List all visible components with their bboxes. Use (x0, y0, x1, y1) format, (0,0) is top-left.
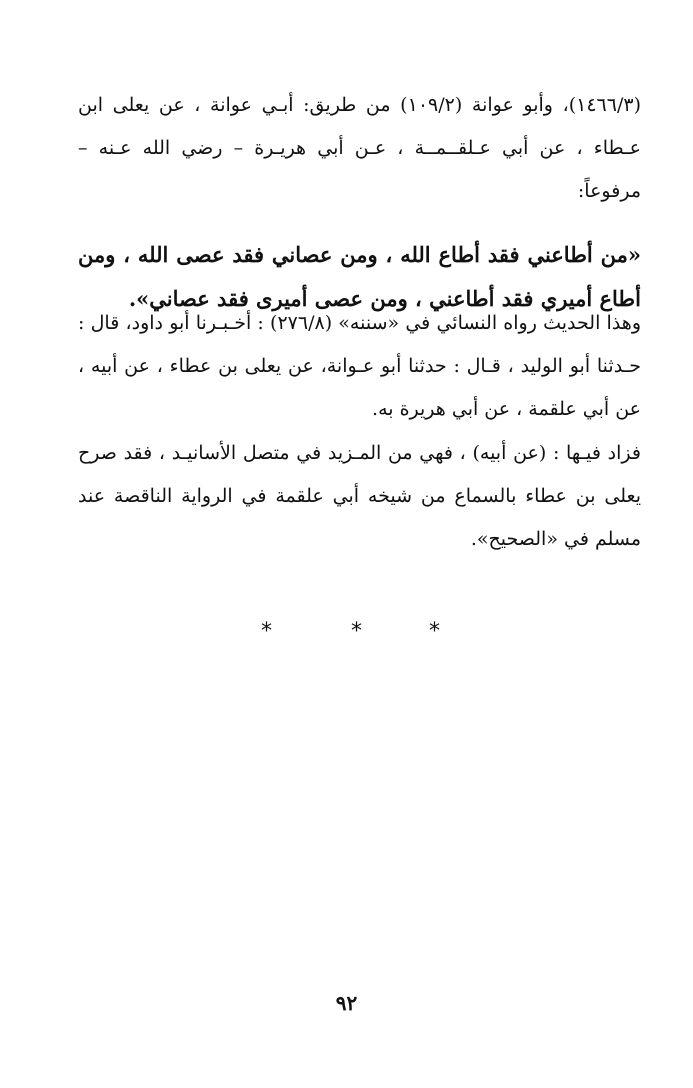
separator-star: * (429, 619, 440, 644)
page-number: ٩٢ (335, 991, 358, 1015)
separator-star: * (261, 619, 272, 644)
section-separator (0, 617, 693, 647)
separator-star: * (351, 619, 362, 644)
paragraph-nasai-narration: وهذا الحديث رواه النسائي في «سننه» (٢٧٦/٨) : أخـبـرنا أبو داود، قال : حـدثنا أبو الوليد ، قـال : حدثنا أبو عـوانة، عن يعلى بن عطاء ، عن أبيه ، عن أبي علقمة ، عن أبي هريرة به. (78, 312, 641, 420)
hadith-quote: «من أطاعني فقد أطاع الله ، ومن عصاني فقد عصى الله ، ومن أطاع أميري فقد أطاعني ، ومن عصى أميرى فقد عصاني». (78, 242, 641, 311)
paragraph-hadith-chain: (١٤٦٦/٣)، وأبو عوانة (١٠٩/٢) من طريق: أبـي عوانة ، عن يعلى ابن عـطاء ، عن أبي عـلقــمــة ، عـن أبي هريـرة – رضي الله عـنه – مرفوعاً: (78, 94, 641, 202)
paragraph-commentary: فزاد فيـها : (عن أبيه) ، فهي من المـزيد في متصل الأسانيـد ، فقد صرح يعلى بن عطاء بالسماع من شيخه أبي علقمة في الرواية الناقصة عند مسلم في «الصحيح». (78, 442, 641, 550)
